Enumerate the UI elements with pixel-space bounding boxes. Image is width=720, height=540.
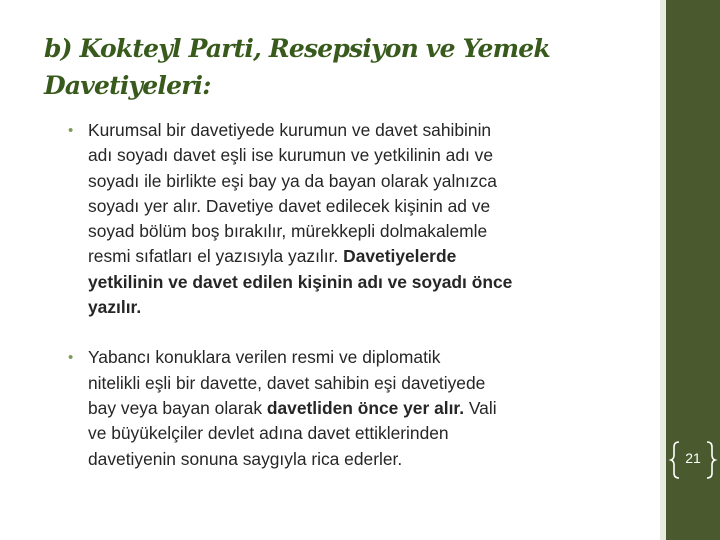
bullet-line xyxy=(88,194,614,219)
body-text: Kurumsal bir davetiyede kurumun ve davet sahibinin xyxy=(88,120,492,140)
body-text: ve büyükelçiler devlet adına davet ettiklerinden xyxy=(88,423,449,444)
bold-text: yazılır. xyxy=(88,297,142,318)
body-text: adı soyadı davet eşli ise kurumun ve yetkilinin adı ve xyxy=(88,145,494,166)
bold-text: davetliden önce yer alır. xyxy=(266,397,465,418)
body-text: davetiyenin sonuna saygıyla rica ederler. xyxy=(88,448,403,469)
page-number-badge xyxy=(668,440,718,480)
bullet-line xyxy=(88,295,614,320)
bullet-line xyxy=(88,447,614,472)
slide-title-line-1: b) Kokteyl Parti, Resepsiyon ve Yemek xyxy=(44,34,550,63)
bullet-dot-icon: • xyxy=(68,122,74,139)
bullet-line xyxy=(88,396,614,421)
slide-body xyxy=(66,118,614,472)
slide-title-line-2: Davetiyeleri: xyxy=(44,71,211,100)
bullet-line xyxy=(88,371,614,396)
bullet-item xyxy=(66,118,614,320)
body-text: resmi sıfatları el yazısıyla yazılır. xyxy=(88,246,344,267)
bullet-item xyxy=(66,345,614,471)
body-text: soyadı yer alır. Davetiye davet edilecek kişinin ad ve xyxy=(88,195,491,216)
slide-title xyxy=(44,30,644,104)
bullet-dot-icon: • xyxy=(68,349,74,367)
body-text: soyad bölüm boş bırakılır, mürekkepli dolmakalemle xyxy=(88,221,488,242)
bullet-line xyxy=(88,219,614,244)
bullet-line xyxy=(88,118,614,143)
page-number: 21 xyxy=(685,450,701,466)
bullet-line xyxy=(88,345,614,370)
body-text: Vali xyxy=(464,397,497,418)
bullet-line xyxy=(88,421,614,446)
bullet-line xyxy=(88,244,614,269)
body-text: bay veya bayan olarak xyxy=(88,397,267,418)
body-text: soyadı ile birlikte eşi bay ya da bayan olarak yalnızca xyxy=(88,170,497,191)
bold-text: Davetiyelerde xyxy=(343,246,457,267)
body-text: Yabancı konuklara verilen resmi ve diplomatik xyxy=(88,347,441,368)
bullet-line xyxy=(88,143,614,168)
bullet-line xyxy=(88,169,614,194)
body-text: nitelikli eşli bir davette, davet sahibin eşi davetiyede xyxy=(88,372,486,393)
bullet-line xyxy=(88,270,614,295)
bold-text: yetkilinin ve davet edilen kişinin adı ve soyadı önce xyxy=(88,271,513,292)
